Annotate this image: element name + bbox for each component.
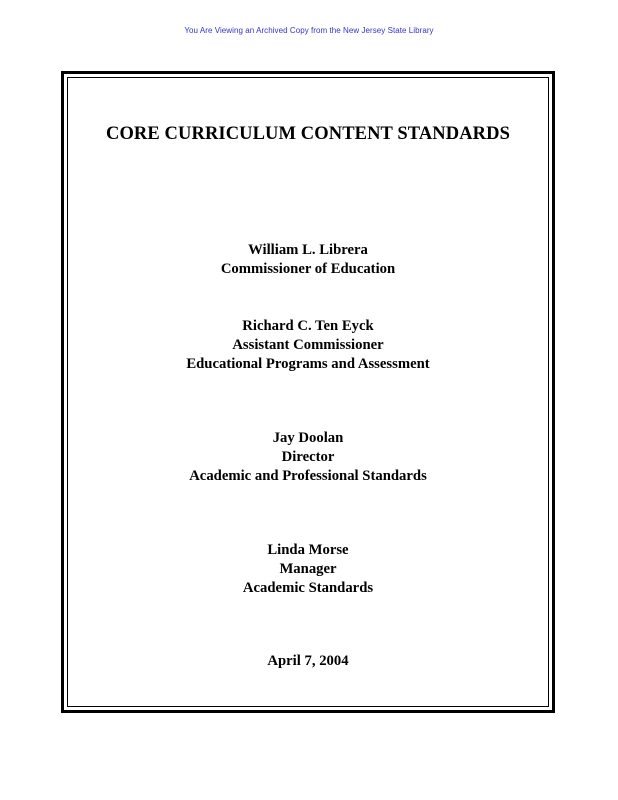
- official-division: Academic and Professional Standards: [189, 468, 427, 484]
- official-title: Assistant Commissioner: [232, 337, 384, 353]
- official-name: Jay Doolan: [272, 430, 344, 446]
- document-title: CORE CURRICULUM CONTENT STANDARDS: [105, 124, 510, 144]
- official-title: Manager: [279, 561, 337, 577]
- official-name: Linda Morse: [267, 542, 349, 558]
- official-block-assistant-commissioner: [67, 317, 549, 374]
- official-block-manager: [67, 541, 549, 598]
- date-text: April 7, 2004: [267, 653, 349, 669]
- archive-banner: You Are Viewing an Archived Copy from the New Jersey State Library: [184, 26, 434, 35]
- official-block-commissioner: [67, 241, 549, 279]
- official-title: Commissioner of Education: [220, 261, 396, 277]
- document-date: [67, 652, 549, 671]
- official-name: Richard C. Ten Eyck: [242, 318, 374, 334]
- official-division: Academic Standards: [242, 580, 374, 596]
- official-title: Director: [281, 449, 335, 465]
- official-name: William L. Librera: [248, 242, 368, 258]
- official-block-director: [67, 429, 549, 486]
- official-division: Educational Programs and Assessment: [186, 356, 430, 372]
- page-border-inner: [67, 77, 549, 707]
